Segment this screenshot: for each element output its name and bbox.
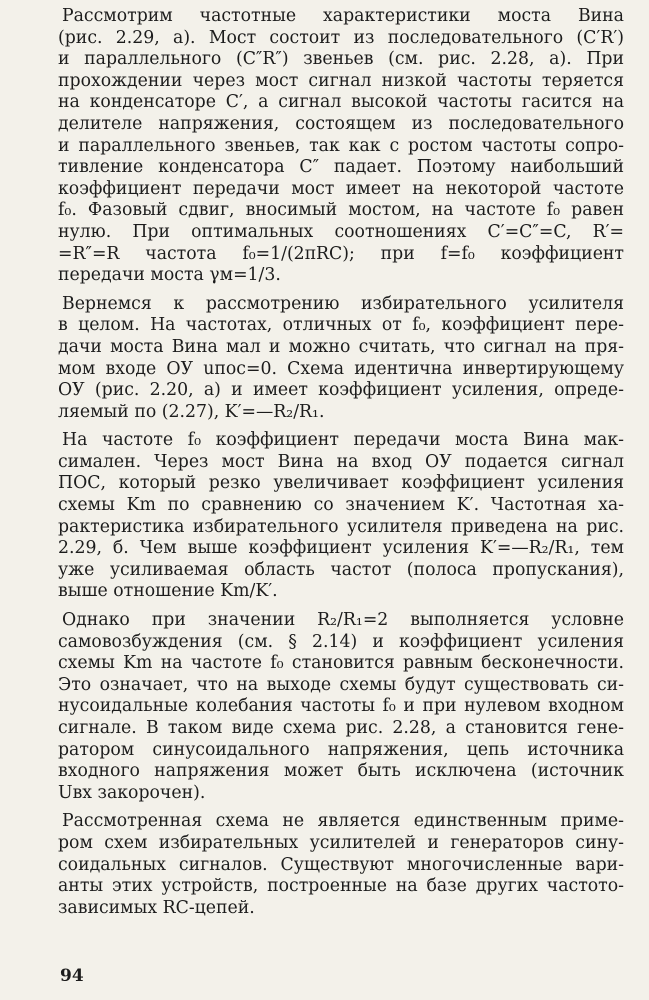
text-line: и параллельного звеньев, так как с ростом частоты сопро- bbox=[58, 135, 624, 156]
text-line: Рассмотренная схема не является единственным приме- bbox=[62, 811, 624, 832]
text-line: дачи моста Вина мал и можно считать, что сигнал на пря- bbox=[58, 336, 624, 357]
page-body bbox=[58, 6, 624, 919]
text-line: самовозбуждения (см. § 2.14) и коэффициент усиления bbox=[58, 631, 624, 652]
text-line: выше отношение Km/K′. bbox=[58, 581, 278, 602]
text-line: Uвх закорочен). bbox=[58, 782, 206, 803]
text-line: Однако при значении R₂/R₁=2 выполняется условне bbox=[62, 610, 624, 631]
paragraph-selective-amplifier bbox=[58, 294, 624, 424]
text-line: делителе напряжения, состоящем из последовательного bbox=[58, 113, 624, 134]
paragraph-gap bbox=[58, 603, 624, 610]
text-line: тивление конденсатора C″ падает. Поэтому наибольший bbox=[58, 157, 624, 178]
text-line: 2.29, б. Чем выше коэффициент усиления K′=—R₂/R₁, тем bbox=[58, 538, 624, 559]
text-line: На частоте f₀ коэффициент передачи моста Вина мак- bbox=[62, 430, 624, 451]
text-line: Вернемся к рассмотрению избирательного усилителя bbox=[62, 293, 624, 314]
text-line: ром схем избирательных усилителей и генераторов сину- bbox=[58, 832, 624, 853]
text-line: и параллельного (C″R″) звеньев (см. рис. 2.28, а). При bbox=[58, 49, 624, 70]
paragraph-self-excitation bbox=[58, 610, 624, 804]
text-line: прохождении через мост сигнал низкой частоты теряется bbox=[58, 70, 624, 91]
text-line: нусоидальные колебания частоты f₀ и при нулевом входном bbox=[58, 696, 624, 717]
text-line: схемы Km на частоте f₀ становится равным бесконечности. bbox=[58, 653, 624, 674]
text-line: коэффициент передачи мост имеет на некоторой частоте bbox=[58, 178, 624, 199]
text-line: мом входе ОУ uпос=0. Схема идентична инвертирующему bbox=[58, 358, 624, 379]
text-line: (рис. 2.29, а). Мост состоит из последовательного (C′R′) bbox=[58, 27, 624, 48]
text-line: f₀. Фазовый сдвиг, вносимый мостом, на частоте f₀ равен bbox=[58, 200, 624, 221]
paragraph-resonant-frequency bbox=[58, 430, 624, 603]
text-line: в целом. На частотах, отличных от f₀, коэффициент пере- bbox=[58, 315, 624, 336]
text-line: ОУ (рис. 2.20, а) и имеет коэффициент усиления, опреде- bbox=[58, 380, 624, 401]
text-line: Рассмотрим частотные характеристики моста Вина bbox=[62, 6, 624, 26]
paragraph-wien-bridge bbox=[58, 6, 624, 287]
text-line: =R″=R частота f₀=1/(2πRC); при f=f₀ коэффициент bbox=[58, 243, 624, 264]
paragraph-gap bbox=[58, 287, 624, 294]
text-line: соидальных сигналов. Существуют многочисленные вари- bbox=[58, 854, 624, 875]
text-line: нулю. При оптимальных соотношениях C′=C″=C, R′= bbox=[58, 221, 624, 242]
text-line: уже усиливаемая область частот (полоса пропускания), bbox=[58, 559, 624, 580]
text-line: ПОС, который резко увеличивает коэффициент усиления bbox=[58, 473, 624, 494]
text-line: сигнале. В таком виде схема рис. 2.28, а становится гене- bbox=[58, 718, 624, 738]
text-line: входного напряжения может быть исключена (источник bbox=[58, 761, 624, 782]
text-line: на конденсаторе C′, а сигнал высокой частоты гасится на bbox=[58, 92, 624, 113]
text-line: схемы Km по сравнению со значением K′. Частотная ха- bbox=[58, 495, 624, 516]
text-line: симален. Через мост Вина на вход ОУ подается сигнал bbox=[58, 451, 624, 472]
text-line: зависимых RC-цепей. bbox=[58, 897, 255, 918]
text-line: Это означает, что на выходе схемы будут существовать си- bbox=[58, 674, 624, 695]
text-line: передачи моста γм=1/3. bbox=[58, 265, 281, 286]
text-line: ляемый по (2.27), K′=—R₂/R₁. bbox=[58, 401, 325, 422]
paragraph-gap bbox=[58, 423, 624, 430]
page-number: 94 bbox=[60, 966, 84, 986]
paragraph-conclusion bbox=[58, 811, 624, 919]
text-line: ратором синусоидального напряжения, цепь источника bbox=[58, 739, 624, 760]
paragraph-gap bbox=[58, 804, 624, 811]
text-line: рактеристика избирательного усилителя приведена на рис. bbox=[58, 516, 624, 537]
text-line: анты этих устройств, построенные на базе других частото- bbox=[58, 876, 624, 897]
